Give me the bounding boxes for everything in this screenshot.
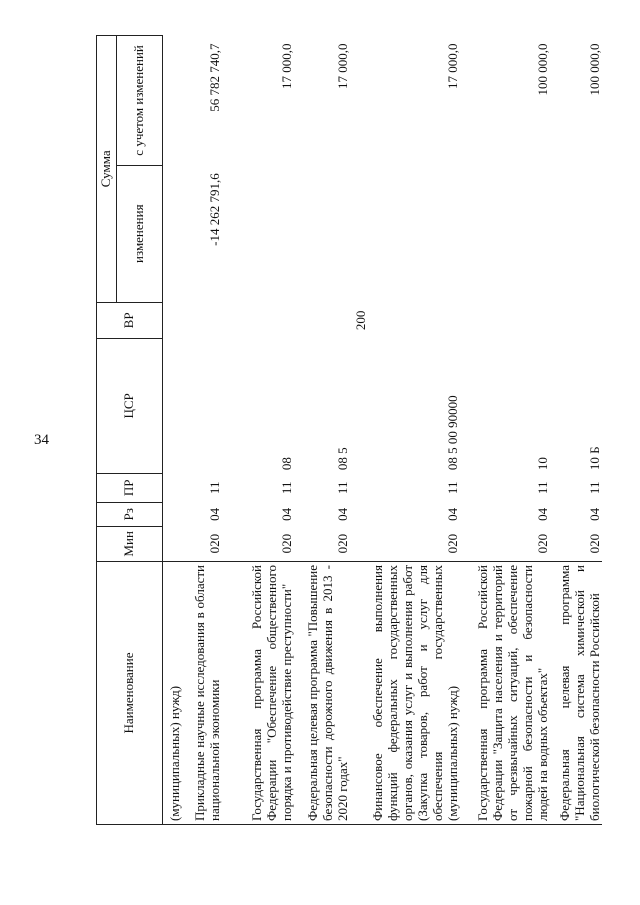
header-change: изменения	[116, 165, 162, 302]
header-name: Наименование	[97, 562, 163, 825]
row-change	[162, 165, 182, 302]
row-vr	[294, 302, 350, 339]
row-change	[460, 165, 550, 302]
row-vr	[222, 302, 294, 339]
row-rz: 04	[334, 507, 350, 521]
row-pr: 11	[278, 481, 294, 495]
row-pr: 11	[534, 481, 550, 495]
row-pr: 11	[206, 481, 222, 495]
row-change	[222, 165, 294, 302]
row-rz: 04	[586, 507, 602, 521]
row-csr: 08 5 00 90000	[444, 395, 460, 471]
row-change	[294, 165, 350, 302]
row-name: (муниципальных) нужд)	[162, 562, 182, 825]
row-with-changes: 17 000,0	[334, 43, 350, 89]
row-change	[550, 165, 602, 302]
table-header	[97, 36, 163, 825]
row-with-changes: 17 000,0	[278, 43, 294, 89]
row-vr	[550, 302, 602, 339]
header-csr: ЦСР	[97, 339, 163, 473]
row-rz: 04	[278, 507, 294, 521]
row-with-changes: 17 000,0	[444, 43, 460, 89]
table-row	[162, 36, 182, 825]
row-pr: 11	[586, 481, 602, 495]
table-row	[222, 36, 294, 825]
table-row	[550, 36, 602, 825]
row-rz	[162, 503, 182, 527]
header-with-changes: с учетом изменений	[116, 36, 162, 166]
row-name: Финансовое обеспечение выполнения функций федеральных государственных органов, оказания услуг и выполнения работ (Закупка товаров, работ и услуг для обеспечения государственных (муниципальных) нужд)	[350, 562, 460, 825]
row-csr: 08	[278, 457, 294, 471]
row-with-changes: 56 782 740,7	[206, 43, 222, 112]
row-min: 020	[334, 533, 350, 554]
row-csr	[162, 339, 182, 473]
row-pr: 11	[444, 481, 460, 495]
table-row	[460, 36, 550, 825]
row-rz: 04	[444, 507, 460, 521]
row-change: -14 262 791,6	[206, 173, 222, 246]
table-body	[162, 36, 602, 825]
row-min	[162, 526, 182, 561]
row-min: 020	[278, 533, 294, 554]
budget-table	[96, 35, 602, 825]
row-rz: 04	[534, 507, 550, 521]
row-with-changes: 100 000,0	[534, 43, 550, 96]
table-row	[294, 36, 350, 825]
row-name: Федеральная целевая программа "Повышение безопасности дорожного движения в 2013 - 2020 годах"	[294, 562, 350, 825]
header-vr: ВР	[97, 302, 163, 339]
header-min: Мин	[97, 526, 163, 561]
row-rz: 04	[206, 507, 222, 521]
header-rz: Рз	[97, 503, 163, 527]
header-pr: ПР	[97, 473, 163, 502]
row-min: 020	[206, 533, 222, 554]
row-min: 020	[534, 533, 550, 554]
table-row	[182, 36, 222, 825]
page-number: 34	[34, 432, 49, 448]
row-name: Государственная программа Российской Федерации "Обеспечение общественного порядка и противодействие преступности"	[222, 562, 294, 825]
row-vr	[162, 302, 182, 339]
row-vr	[182, 302, 222, 339]
row-pr: 11	[334, 481, 350, 495]
header-sum: Сумма	[97, 36, 117, 303]
row-csr: 10	[534, 457, 550, 471]
row-with-changes	[162, 36, 182, 166]
row-csr: 10 Б	[586, 446, 602, 471]
row-pr	[162, 473, 182, 502]
row-csr: 08 5	[334, 447, 350, 471]
row-with-changes: 100 000,0	[586, 43, 602, 96]
row-vr: 200	[353, 310, 369, 331]
row-change	[350, 165, 460, 302]
row-csr	[182, 339, 222, 473]
table-row	[350, 36, 460, 825]
row-name: Федеральная целевая программа "Национальная система химической и биологической безопасности Российской	[550, 562, 602, 825]
row-min: 020	[586, 533, 602, 554]
row-name: Государственная программа Российской Федерации "Защита населения и территорий от чрезвычайных ситуаций, обеспечение пожарной безопасности и безопасности людей на водных объектах"	[460, 562, 550, 825]
row-name: Прикладные научные исследования в области национальной экономики	[182, 562, 222, 825]
row-min: 020	[444, 533, 460, 554]
rotated-budget-table-page	[96, 35, 602, 825]
row-vr	[460, 302, 550, 339]
